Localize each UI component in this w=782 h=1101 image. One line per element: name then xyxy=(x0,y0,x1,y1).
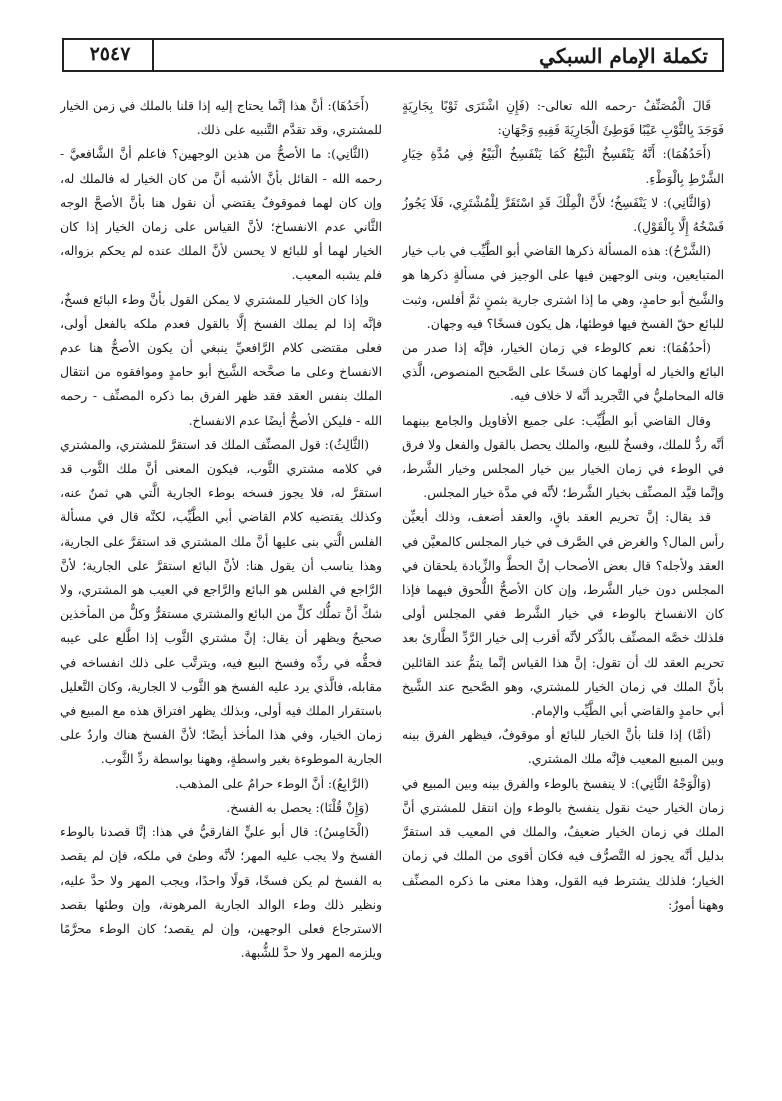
paragraph: قد يقال: إنَّ تحريم العقد باقٍ، والعقد أضعف، وذلك أيعيِّن رأس المال؟ والغرض في الصَّرف في خيار المجلس كالمعيَّن في العقد ولأجله؟ قال بعض الأصحاب إنَّ الحطَّ والزِّيادة يلحقان في المجلس دون خيار الشَّرط، وإن كان الأصحُّ اللُّحوق فيهما فإذا كان الانفساخ بالوطء في خيار الشَّرط ففي المجلس أولى فلذلك خصَّه المصنِّف بالذِّكر لأنَّه أقرب إلى خيار الرَّدِّ الطَّارئ بعد تحريم العقد لك أن تقول: إنَّ هذا القياس إنَّما يتمُّ عند القائلين بأنَّ الملك في زمان الخيار للمشتري، وهو الصَّحيح عند الشَّيخ أبي حامدٍ والقاضي أبي الطَّيِّب والإمام. xyxy=(402,510,724,719)
paragraph: (الثَّانِي): ما الأصحُّ من هذين الوجهين؟ فاعلم أنَّ الشَّافعيَّ - رحمه الله - القائل بأنَّ الأشبه أنَّ من كان الخيار له فالملك له، وإن كان لهما فموقوفٌ يقتضي أن نقول هنا بأنَّ الأصحَّ الوجه الثَّاني عدم الانفساخ؛ لأنَّ القياس على زمان الخيار إذا كان الخيار لهما أو للبائع لا يحسن لأنَّ الملك عنده لم يحكم بزواله، فلم يشبه المعيب. xyxy=(60,147,382,283)
book-title: تكملة الإمام السبكي xyxy=(539,44,708,68)
paragraph: قَالَ الْمُصَنِّفُ -رحمه الله تعالى-: (فَإِنِ اشْتَرَى ثَوْبًا بِجَارِيَةٍ فَوَجَدَ بِالثَّوْبِ عَيْبًا فَوَطِئَ الْجَارِيَةَ فَفِيهِ وَجْهَانِ: xyxy=(402,99,724,138)
paragraph: (وَالثَّانِي): لا يَنْفَسِخُ؛ لأَنَّ الْمِلْكَ قَدِ اسْتَقَرَّ لِلْمُشْتَرِي، فَلَا يَجُوزُ فَسْخُهُ إِلَّا بِالْقَوْلِ). xyxy=(402,195,724,235)
paragraph: (أَحَدُهَا): أنَّ هذا إنَّما يحتاج إليه إذا قلنا بالملك في زمن الخيار للمشتري، وقد تقدَّم التَّنبيه على ذلك. xyxy=(60,99,382,138)
paragraph: (الثَّالِثُ): قول المصنِّف الملك قد استقرَّ للمشتري، والمشتري في كلامه مشتري الثَّوب، فيكون المعنى أنَّ ملك الثَّوب قد استقرَّ له، فلا يجوز فسخه بوطء الجارية الَّتي هي ثمنٌ عنه، وكذلك يقتضيه كلام القاضي أبي الطَّيِّب، لكنَّه قال في مسألة الفلس الَّتي بنى عليها أنَّ ملك المشتري قد استقرَّ على الجارية، وهذا يناسب أن يقول هنا: لأنَّ البائع استقرَّ على الجارية؛ لأنَّ الرَّاجع في الفلس هو البائع والرَّاجع في العيب هو المشتري، ولا شكَّ أنَّ تملُّك كلٍّ من البائع والمشتري مستقرٌّ وكلٌّ من المأخذين صحيحٌ ويظهر أن يقال: إنَّ مشتري الثَّوب إذا اطَّلع على عيبه فحقُّه في ردِّه وفسخ البيع فيه، ويترتَّب على ذلك انفساخه في مقابله، فالَّذي يرد عليه الفسخ هو الثَّوب لا الجارية، وكان التَّعليل باستقرار الملك فيه أولى، وبذلك يظهر افتراق هذه مع المبيع في زمان الخيار، وفي هذا المأخذ أيضًا؛ لأنَّ الفسخ هناك واردٌ على الجارية الموطوءة بغير واسطةٍ، وههنا بواسطة ردِّ الثَّوب. xyxy=(60,437,382,767)
paragraph: (وَالْوَجْهُ الثَّانِي): لا ينفسخ بالوطء والفرق بينه وبين المبيع في زمان الخيار حيث نقول ينفسخ بالوطء وإن انتقل للمشتري أنَّ الملك في زمان الخيار ضعيفٌ، والملك في المعيب قد استقرَّ بدليل أنَّه يجوز له التَّصرُّف فيه فكان أقوى من الملك في زمان الخيار؛ فلذلك يشترط فيه القول، وهذا معنى ما ذكره المصنِّف وههنا أمورٌ: xyxy=(402,776,724,912)
page-number: ٢٥٤٧ xyxy=(89,43,131,65)
paragraph: (أَحَدُهُمَا): أَنَّهُ يَنْفَسِخُ الْبَيْعُ كَمَا يَنْفَسِخُ الْبَيْعُ فِي مُدَّةِ خِيَارِ الشَّرْطِ بِالْوَطْءِ. xyxy=(402,147,724,186)
running-header xyxy=(62,38,724,72)
paragraph: وقال القاضي أبو الطَّيِّب: على جميع الأقاويل والجامع بينهما أنَّه ردٌّ للملك، وفسخٌ للبيع، والملك يحصل بالقول والفعل ولا فرق في الوطء في زمان الخيار بين خيار المجلس وخيار الشَّرط، وإنَّما قيَّد المصنِّف بخيار الشَّرط؛ لأنَّه في مدَّة خيار المجلس. xyxy=(402,413,724,501)
paragraph: (الشَّرْحُ): هذه المسألة ذكرها القاضي أبو الطَّيِّب في باب خيار المتبايعين، وبنى الوجهين فيها على الوجيز في مسألةٍ ذكرها هو والشَّيخ أبو حامدٍ، وهي ما إذا اشترى جارية بثمنٍ ثمَّ أفلس، وثبت للبائع حقّ الفسخ فيها فوطئها، هل يكون فسخًا؟ فيه وجهان. xyxy=(402,244,724,331)
paragraph: (وَإِنْ قُلْنَا): يحصل به الفسخ. xyxy=(226,800,369,815)
paragraph: (الْخَامِسُ): قال أبو عليٍّ الفارقيُّ في هذا: إنَّا قصدنا بالوطء الفسخ ولا يجب عليه المهر؛ لأنَّه وطئ في ملكه، فإن لم يقصد به الفسخ لم يكن فسخًا، قولًا واحدًا، ويجب المهر ولا حدَّ عليه، ونظير ذلك وطء الوالد الجارية المرهونة، وإن وطئها بقصد الاسترجاع فعلى الوجهين، وإن لم يقصد؛ كان الوطء محرَّمًا ويلزمه المهر ولا حدَّ للشُّبهة. xyxy=(60,825,382,961)
left-column xyxy=(60,94,382,1084)
paragraph: وإذا كان الخيار للمشتري لا يمكن القول بأنَّ وطء البائع فسخٌ، فإنَّه إذا لم يملك الفسخ إلَّا بالقول فعدم ملكه بالفعل أولى، فعلى مقتضى كلام الرَّافعيِّ ينبغي أن يكون الأصحُّ هنا عدم الانفساخ وعلى ما صحَّحه الشَّيخ أبو حامدٍ وموافقوه من انتقال الملك بنفس العقد فقد ظهر الفرق بما ذكره المصنِّف - رحمه الله - فليكن الأصحُّ أيضًا عدم الانفساخ. xyxy=(60,292,382,428)
right-column xyxy=(402,94,724,1084)
header-divider xyxy=(152,40,154,70)
paragraph: (أحدُهُمَا): نعم كالوطء في زمان الخيار، فإنَّه إذا صدر من البائع والخيار له أولهما كان فسخًا على الصَّحيح المنصوص، الَّذي قاله المحامليُّ في التَّجريد أنَّه لا خلاف فيه. xyxy=(402,341,724,404)
paragraph: (أمَّا) إذا قلنا بأنَّ الخيار للبائع أو موقوفٌ، فيظهر الفرق بينه وبين المبيع المعيب فإنَّه ملك المشتري. xyxy=(402,728,724,767)
paragraph: (الرَّابِعُ): أنَّ الوطء حرامٌ على المذهب. xyxy=(174,776,369,791)
